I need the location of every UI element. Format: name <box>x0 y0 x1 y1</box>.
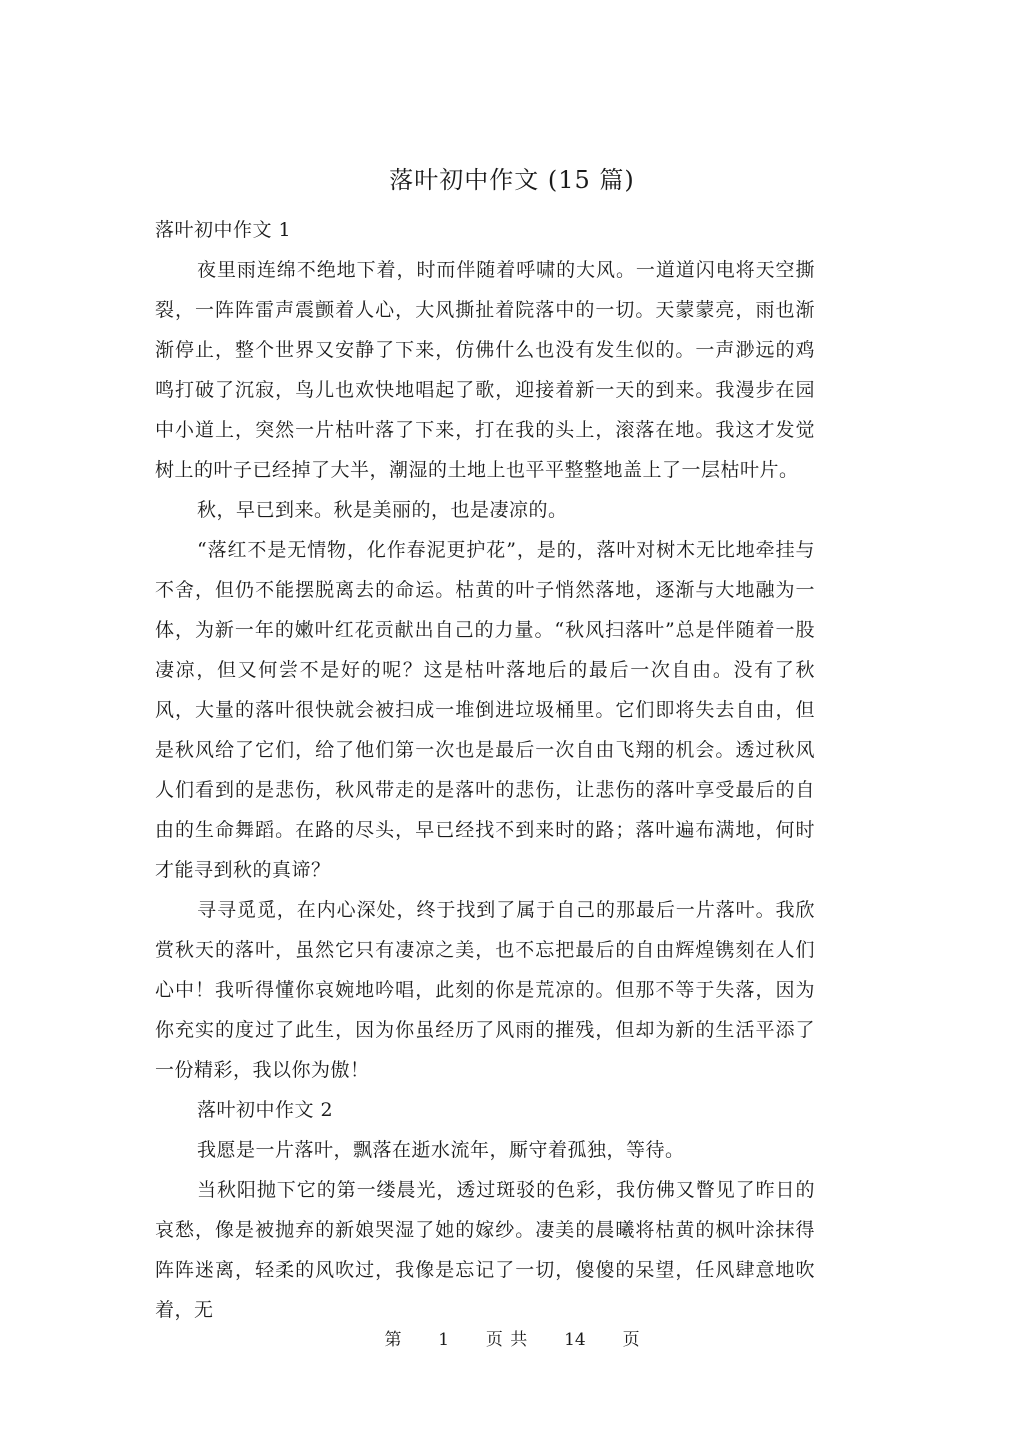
footer-page-number: 1 <box>438 1330 450 1350</box>
footer-prefix: 第 <box>384 1330 402 1350</box>
section-heading-2: 落叶初中作文 2 <box>197 1099 334 1121</box>
document-title: 落叶初中作文 (15 篇) <box>389 166 635 194</box>
paragraph: “落红不是无情物，化作春泥更护花”，是的，落叶对树木无比地牵挂与不舍，但仍不能摆脱离去的命运。枯黄的叶子悄然落地，逐渐与大地融为一体，为新一年的嫩叶红花贡献出自己的力量。“秋风扫落叶”总是伴随着一股凄凉，但又何尝不是好的呢？这是枯叶落地后的最后一次自由。没有了秋风，大量的落叶很快就会被扫成一堆倒进垃圾桶里。它们即将失去自由，但是秋风给了它们，给了他们第一次也是最后一次自由飞翔的机会。透过秋风人们看到的是悲伤，秋风带走的是落叶的悲伤，让悲伤的落叶享受最后的自由的生命舞蹈。在路的尽头，早已经找不到来时的路；落叶遍布满地，何时才能寻到秋的真谛？ <box>155 539 815 881</box>
document-body <box>155 210 815 1330</box>
footer-suffix: 页 <box>622 1330 640 1350</box>
paragraph: 秋，早已到来。秋是美丽的，也是凄凉的。 <box>197 499 568 521</box>
paragraph: 我愿是一片落叶，飘落在逝水流年，厮守着孤独，等待。 <box>197 1139 685 1161</box>
page-footer <box>0 1325 1024 1350</box>
paragraph: 寻寻觅觅，在内心深处，终于找到了属于自己的那最后一片落叶。我欣赏秋天的落叶，虽然它只有凄凉之美，也不忘把最后的自由辉煌镌刻在人们心中！我听得懂你哀婉地吟唱，此刻的你是荒凉的。但那不等于失落，因为你充实的度过了此生，因为你虽经历了风雨的摧残，但却为新的生活平添了一份精彩，我以你为傲！ <box>155 899 815 1081</box>
section-heading-1: 落叶初中作文 1 <box>155 219 292 241</box>
footer-middle: 页 共 <box>485 1330 528 1350</box>
paragraph: 夜里雨连绵不绝地下着，时而伴随着呼啸的大风。一道道闪电将天空撕裂，一阵阵雷声震颤着人心，大风撕扯着院落中的一切。天蒙蒙亮，雨也渐渐停止，整个世界又安静了下来，仿佛什么也没有发生似的。一声渺远的鸡鸣打破了沉寂，鸟儿也欢快地唱起了歌，迎接着新一天的到来。我漫步在园中小道上，突然一片枯叶落了下来，打在我的头上，滚落在地。我这才发觉树上的叶子已经掉了大半，潮湿的土地上也平平整整地盖上了一层枯叶片。 <box>155 259 815 481</box>
footer-total-pages: 14 <box>564 1330 586 1350</box>
paragraph: 当秋阳抛下它的第一缕晨光，透过斑驳的色彩，我仿佛又瞥见了昨日的哀愁，像是被抛弃的新娘哭湿了她的嫁纱。凄美的晨曦将枯黄的枫叶涂抹得阵阵迷离，轻柔的风吹过，我像是忘记了一切，傻傻的呆望，任风肆意地吹着，无 <box>155 1179 815 1321</box>
